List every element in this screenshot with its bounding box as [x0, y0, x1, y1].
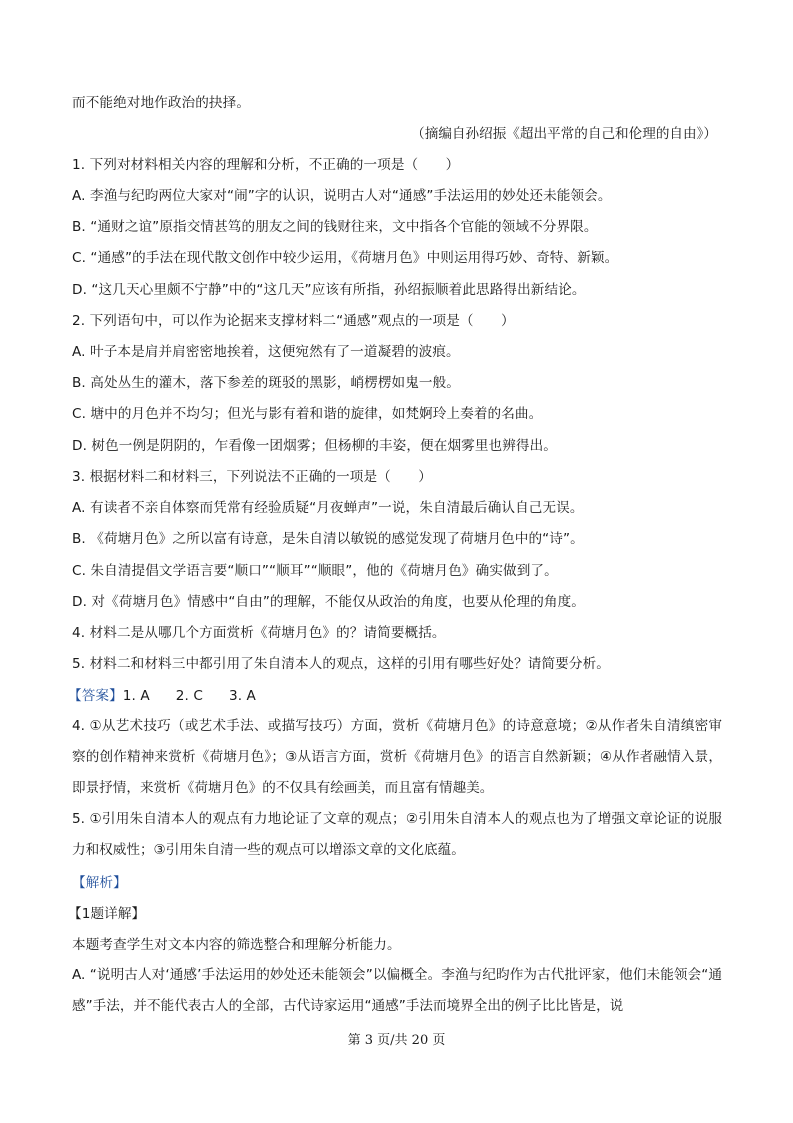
- question-1-option-d: D. “这几天心里颇不宁静”中的“这几天”应该有所指，孙绍振顺着此思路得出新结论。: [72, 282, 586, 298]
- question-2-option-c: C. 塘中的月色并不均匀；但光与影有着和谐的旋律，如梵婀玲上奏着的名曲。: [72, 406, 543, 422]
- answer-5-text: 5. ①引用朱自清本人的观点有力地论证了文章的观点；②引用朱自清本人的观点也为了增强文章论证的说服力和权威性；③引用朱自清一些的观点可以增添文章的文化底蕴。: [72, 811, 722, 858]
- answer-tag: 【答案】: [68, 688, 123, 704]
- answer-4-text: 4. ①从艺术技巧（或艺术手法、或描写技巧）方面，赏析《荷塘月色》的诗意意境；②从作者朱自清缜密审察的创作精神来赏析《荷塘月色》；③从语言方面，赏析《荷塘月色》的语言自然新颖；④从作者融情入景，即景抒情，来赏析《荷塘月色》的不仅具有绘画美，而且富有情趣美。: [72, 718, 722, 796]
- question-2-stem: 2. 下列语句中，可以作为论据来支撑材料二“通感”观点的一项是（ ）: [72, 313, 515, 329]
- answer-row: [68, 686, 282, 706]
- question-2-option-a: A. 叶子本是肩并肩密密地挨着，这便宛然有了一道凝碧的波痕。: [72, 344, 460, 360]
- answer-1: 1. A: [122, 688, 150, 704]
- question-3-option-a: A. 有读者不亲自体察而凭常有经验质疑“月夜蝉声”一说，朱自清最后确认自己无误。: [72, 500, 584, 516]
- answer-2: 2. C: [175, 688, 203, 704]
- question-4: 4. 材料二是从哪几个方面赏析《荷塘月色》的？请简要概括。: [72, 625, 446, 641]
- detail-option-a: A. “说明古人对‘通感’手法运用的妙处还未能领会”以偏概全。李渔与纪昀作为古代批评家，他们未能领会“通感”手法，并不能代表古人的全部，古代诗家运用“通感”手法而境界全出的例子比比皆是，说: [72, 967, 722, 1014]
- question-2-option-b: B. 高处丛生的灌木，落下参差的斑驳的黑影，峭楞楞如鬼一般。: [72, 375, 460, 391]
- question-2-option-d: D. 树色一例是阴阴的，乍看像一团烟雾；但杨柳的丰姿，便在烟雾里也辨得出。: [72, 438, 557, 454]
- intro-line: 而不能绝对地作政治的抉择。: [72, 95, 251, 111]
- question-3-option-c: C. 朱自清提倡文学语言要“顺口”“顺耳”“顺眼”，他的《荷塘月色》确实做到了。: [72, 563, 558, 579]
- page-footer: 第 3 页/共 20 页: [347, 1033, 446, 1048]
- answer-3: 3. A: [228, 688, 256, 704]
- question-5: 5. 材料二和材料三中都引用了朱自清本人的观点，这样的引用有哪些好处？请简要分析。: [72, 656, 610, 672]
- question-3-option-b: B. 《荷塘月色》之所以富有诗意，是朱自清以敏锐的感觉发现了荷塘月色中的“诗”。: [72, 531, 584, 547]
- question-3-stem: 3. 根据材料二和材料三，下列说法不正确的一项是（ ）: [72, 469, 432, 485]
- question-1-option-a: A. 李渔与纪昀两位大家对“闹”字的认识，说明古人对“通感”手法运用的妙处还未能领会。: [72, 188, 612, 204]
- question-3-option-d: D. 对《荷塘月色》情感中“自由”的理解，不能仅从政治的角度，也要从伦理的角度。: [72, 594, 585, 610]
- analysis-tag: 【解析】: [72, 875, 127, 891]
- source-citation: （摘编自孙绍振《超出平常的自己和伦理的自由》）: [411, 126, 717, 142]
- detail-intro: 本题考查学生对文本内容的筛选整合和理解分析能力。: [72, 937, 401, 953]
- question-1-option-c: C. “通感”的手法在现代散文创作中较少运用，《荷塘月色》中则运用得巧妙、奇特、新颖。: [72, 250, 619, 266]
- question-1-stem: 1. 下列对材料相关内容的理解和分析，不正确的一项是（ ）: [72, 157, 460, 173]
- question-1-option-b: B. “通财之谊”原指交情甚笃的朋友之间的钱财往来，文中指各个官能的领域不分界限。: [72, 219, 598, 235]
- detail-tag: 【1题详解】: [68, 906, 146, 922]
